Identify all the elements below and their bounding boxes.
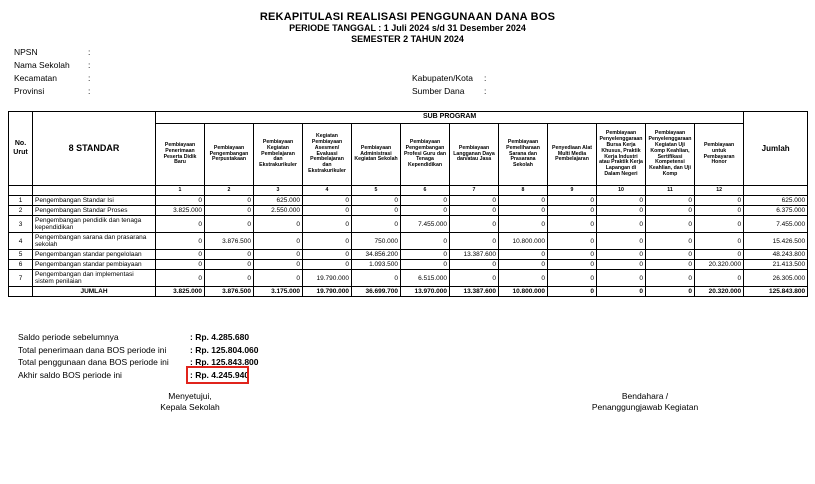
value-cell: 0 — [401, 206, 450, 216]
row-label: Pengembangan dan implementasi sistem penilaian — [33, 270, 156, 287]
value-cell: 0 — [156, 196, 205, 206]
fund-source-colon: : — [484, 86, 487, 96]
value-cell: 0 — [597, 216, 646, 233]
treasurer-line1: Bendahara / — [621, 391, 669, 401]
total-cell: 0 — [548, 287, 597, 297]
value-cell: 0 — [646, 233, 695, 250]
value-cell: 0 — [499, 216, 548, 233]
value-cell: 0 — [597, 260, 646, 270]
value-cell: 0 — [450, 270, 499, 287]
value-cell: 0 — [156, 260, 205, 270]
subheader-7: Pembiayaan Langganan Daya dan/atau Jasa — [450, 124, 499, 186]
total-cell: 13.387.600 — [450, 287, 499, 297]
value-cell: 0 — [548, 233, 597, 250]
total-label: JUMLAH — [33, 287, 156, 297]
value-cell: 0 — [205, 250, 254, 260]
colnum-7: 7 — [450, 186, 499, 196]
row-number: 7 — [9, 270, 33, 287]
value-cell: 0 — [548, 250, 597, 260]
value-cell: 0 — [254, 233, 303, 250]
value-cell: 0 — [499, 196, 548, 206]
subheader-12: Pembiayaan untuk Pembayaran Honor — [695, 124, 744, 186]
row-total: 625.000 — [744, 196, 808, 206]
value-cell: 0 — [254, 250, 303, 260]
subheader-6: Pembiayaan Pengembangan Profesi Guru dan Tenaga Kependidikan — [401, 124, 450, 186]
colnum-1: 1 — [156, 186, 205, 196]
value-cell: 0 — [548, 260, 597, 270]
value-cell: 1.093.500 — [352, 260, 401, 270]
value-cell: 0 — [156, 233, 205, 250]
penggunaan-label: Total penggunaan dana BOS periode ini — [18, 357, 169, 367]
regency-label: Kabupaten/Kota — [412, 73, 473, 83]
value-cell: 7.455.000 — [401, 216, 450, 233]
total-cell: 3.175.000 — [254, 287, 303, 297]
value-cell: 0 — [303, 196, 352, 206]
value-cell: 0 — [646, 196, 695, 206]
value-cell: 0 — [156, 250, 205, 260]
row-total: 48.243.800 — [744, 250, 808, 260]
saldo-value: : Rp. 4.285.680 — [190, 332, 250, 342]
value-cell: 0 — [597, 196, 646, 206]
province-label: Provinsi — [14, 86, 45, 96]
penerimaan-label: Total penerimaan dana BOS periode ini — [18, 345, 167, 355]
value-cell: 0 — [205, 196, 254, 206]
table-row — [9, 260, 808, 270]
subheader-3: Pembiayaan Kegiatan Pembelajaran dan Ekstrakurikuler — [254, 124, 303, 186]
value-cell: 6.515.000 — [401, 270, 450, 287]
value-cell: 19.790.000 — [303, 270, 352, 287]
value-cell: 3.825.000 — [156, 206, 205, 216]
value-cell: 0 — [254, 270, 303, 287]
colnum-8: 8 — [499, 186, 548, 196]
value-cell: 0 — [205, 270, 254, 287]
colnum-2: 2 — [205, 186, 254, 196]
value-cell: 20.320.000 — [695, 260, 744, 270]
penggunaan-value: : Rp. 125.843.800 — [190, 357, 259, 367]
value-cell: 0 — [548, 196, 597, 206]
value-cell: 0 — [205, 260, 254, 270]
value-cell: 0 — [205, 216, 254, 233]
row-number: 2 — [9, 206, 33, 216]
report-title: REKAPITULASI REALISASI PENGGUNAAN DANA BOS — [259, 11, 556, 23]
colnum-blank-3 — [744, 186, 808, 196]
row-label: Pengembangan Standar Proses — [33, 206, 156, 216]
row-total: 6.375.000 — [744, 206, 808, 216]
district-label: Kecamatan — [14, 73, 57, 83]
colnum-blank-2 — [33, 186, 156, 196]
sub-program-header: SUB PROGRAM — [156, 112, 744, 124]
row-number: 5 — [9, 250, 33, 260]
row-total: 7.455.000 — [744, 216, 808, 233]
value-cell: 3.876.500 — [205, 233, 254, 250]
value-cell: 0 — [352, 216, 401, 233]
total-cell: 0 — [646, 287, 695, 297]
value-cell: 0 — [548, 270, 597, 287]
highlight-box — [186, 366, 249, 384]
value-cell: 0 — [352, 270, 401, 287]
row-label: Pengembangan standar pengelolaan — [33, 250, 156, 260]
value-cell: 0 — [646, 250, 695, 260]
total-row — [9, 287, 808, 297]
treasurer-line2: Penanggungjawab Kegiatan — [591, 402, 699, 412]
value-cell: 625.000 — [254, 196, 303, 206]
colnum-5: 5 — [352, 186, 401, 196]
value-cell: 0 — [695, 233, 744, 250]
subheader-1: Pembiayaan Penerimaan Peserta Didik Baru — [156, 124, 205, 186]
value-cell: 0 — [597, 233, 646, 250]
subheader-5: Pembiayaan Administrasi Kegiatan Sekolah — [352, 124, 401, 186]
value-cell: 0 — [450, 233, 499, 250]
table-row — [9, 233, 808, 250]
total-cell: 3.825.000 — [156, 287, 205, 297]
approver-line1: Menyetujui, — [168, 391, 212, 401]
colnum-11: 11 — [646, 186, 695, 196]
colnum-9: 9 — [548, 186, 597, 196]
value-cell: 0 — [695, 250, 744, 260]
total-cell: 20.320.000 — [695, 287, 744, 297]
value-cell: 0 — [450, 206, 499, 216]
value-cell: 750.000 — [352, 233, 401, 250]
npsn-colon: : — [88, 47, 91, 57]
table-row — [9, 216, 808, 233]
province-colon: : — [88, 86, 91, 96]
value-cell: 0 — [499, 250, 548, 260]
value-cell: 0 — [303, 233, 352, 250]
row-number: 6 — [9, 260, 33, 270]
value-cell: 10.800.000 — [499, 233, 548, 250]
value-cell: 0 — [695, 196, 744, 206]
table-body — [9, 196, 808, 287]
value-cell: 0 — [597, 250, 646, 260]
row-label: Pengembangan Standar Isi — [33, 196, 156, 206]
value-cell: 0 — [401, 233, 450, 250]
subheader-4: Kegiatan Pembiayaan Asesmen/ Evaluasi Pembelajaran dan Ekstrakurikuler — [303, 124, 352, 186]
total-cell: 0 — [597, 287, 646, 297]
colnum-3: 3 — [254, 186, 303, 196]
value-cell: 0 — [597, 206, 646, 216]
table-row — [9, 270, 808, 287]
value-cell: 0 — [401, 250, 450, 260]
subheader-2: Pembiayaan Pengembangan Perpustakaan — [205, 124, 254, 186]
subheader-9: Penyediaan Alat Multi Media Pembelajaran — [548, 124, 597, 186]
value-cell: 0 — [303, 250, 352, 260]
report-period: PERIODE TANGGAL : 1 Juli 2024 s/d 31 Desember 2024 — [289, 23, 526, 33]
value-cell: 0 — [205, 206, 254, 216]
value-cell: 0 — [597, 270, 646, 287]
value-cell: 0 — [499, 260, 548, 270]
value-cell: 0 — [499, 270, 548, 287]
row-label: Pengembangan standar pembiayaan — [33, 260, 156, 270]
colnum-12: 12 — [695, 186, 744, 196]
school-name-label: Nama Sekolah — [14, 60, 70, 70]
regency-colon: : — [484, 73, 487, 83]
value-cell: 0 — [548, 206, 597, 216]
value-cell: 34.856.200 — [352, 250, 401, 260]
value-cell: 0 — [695, 270, 744, 287]
report-semester: SEMESTER 2 TAHUN 2024 — [351, 34, 464, 44]
total-blank — [9, 287, 33, 297]
akhir-label: Akhir saldo BOS periode ini — [18, 370, 122, 380]
value-cell: 0 — [646, 216, 695, 233]
akhir-value: : Rp. 4.245.940 — [190, 370, 250, 380]
value-cell: 0 — [303, 260, 352, 270]
value-cell: 0 — [352, 196, 401, 206]
total-cell: 19.790.000 — [303, 287, 352, 297]
fund-source-label: Sumber Dana — [412, 86, 465, 96]
row-number: 4 — [9, 233, 33, 250]
value-cell: 13.387.600 — [450, 250, 499, 260]
col-no-header: No. Urut — [9, 112, 33, 186]
value-cell: 0 — [450, 196, 499, 206]
row-number: 3 — [9, 216, 33, 233]
value-cell: 0 — [646, 270, 695, 287]
row-total: 26.305.000 — [744, 270, 808, 287]
col-standar-header: 8 STANDAR — [33, 112, 156, 186]
table-row — [9, 196, 808, 206]
value-cell: 0 — [450, 216, 499, 233]
value-cell: 0 — [401, 196, 450, 206]
value-cell: 0 — [450, 260, 499, 270]
value-cell: 0 — [303, 206, 352, 216]
col-jumlah-header: Jumlah — [744, 112, 808, 186]
value-cell: 0 — [499, 206, 548, 216]
row-number: 1 — [9, 196, 33, 206]
value-cell: 0 — [254, 260, 303, 270]
value-cell: 0 — [401, 260, 450, 270]
subheader-10: Pembiayaan Penyelenggaraan Bursa Kerja Khusus, Praktik Kerja Industri atau Praktik Kerja Lapangan di Dalam Negeri — [597, 124, 646, 186]
district-colon: : — [88, 73, 91, 83]
value-cell: 0 — [303, 216, 352, 233]
value-cell: 0 — [548, 216, 597, 233]
saldo-label: Saldo periode sebelumnya — [18, 332, 119, 342]
value-cell: 0 — [352, 206, 401, 216]
npsn-label: NPSN — [14, 47, 38, 57]
total-cell: 13.970.000 — [401, 287, 450, 297]
subheader-8: Pembiayaan Pemeliharaan Sarana dan Prasarana Sekolah — [499, 124, 548, 186]
value-cell: 0 — [156, 216, 205, 233]
value-cell: 0 — [695, 216, 744, 233]
total-cell: 36.699.700 — [352, 287, 401, 297]
value-cell: 0 — [695, 206, 744, 216]
subheader-11: Pembiayaan Penyelenggaraan Kegiatan Uji Komp Keahlian, Sertifikasi Kompetensi Keahlian, dan Uji Komp — [646, 124, 695, 186]
table-row — [9, 250, 808, 260]
total-cell: 3.876.500 — [205, 287, 254, 297]
colnum-4: 4 — [303, 186, 352, 196]
colnum-blank-1 — [9, 186, 33, 196]
row-total: 15.426.500 — [744, 233, 808, 250]
value-cell: 0 — [646, 260, 695, 270]
row-total: 21.413.500 — [744, 260, 808, 270]
table-row — [9, 206, 808, 216]
approver-line2: Kepala Sekolah — [160, 402, 220, 412]
penerimaan-value: : Rp. 125.804.060 — [190, 345, 259, 355]
row-label: Pengembangan sarana dan prasarana sekolah — [33, 233, 156, 250]
value-cell: 0 — [646, 206, 695, 216]
grand-total: 125.843.800 — [744, 287, 808, 297]
value-cell: 0 — [254, 216, 303, 233]
colnum-10: 10 — [597, 186, 646, 196]
school-name-colon: : — [88, 60, 91, 70]
recap-table — [8, 111, 808, 297]
value-cell: 0 — [156, 270, 205, 287]
colnum-6: 6 — [401, 186, 450, 196]
total-cell: 10.800.000 — [499, 287, 548, 297]
value-cell: 2.550.000 — [254, 206, 303, 216]
row-label: Pengembangan pendidik dan tenaga kependidikan — [33, 216, 156, 233]
